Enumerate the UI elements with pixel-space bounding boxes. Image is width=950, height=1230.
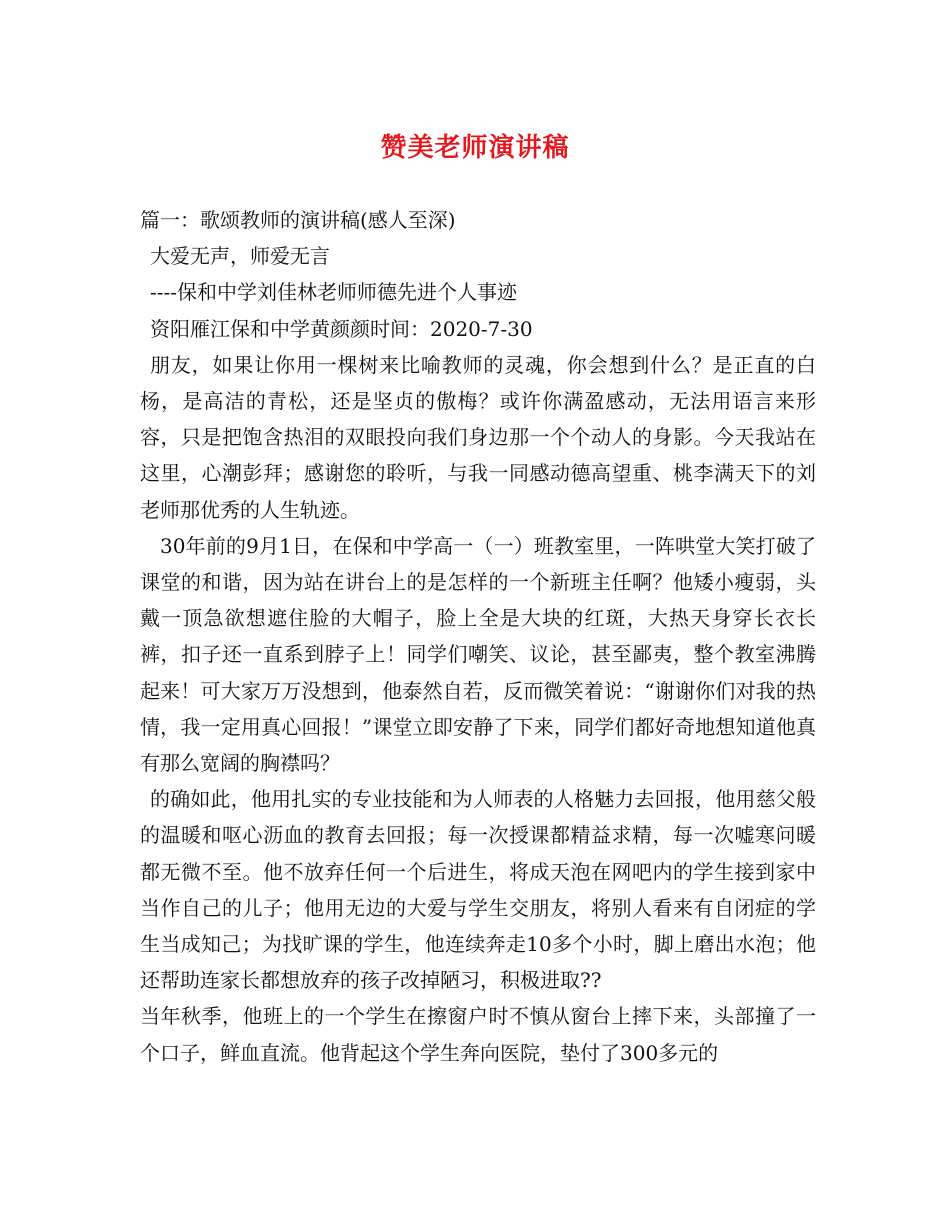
document-body: [140, 202, 816, 1071]
document-title: 赞美老师演讲稿: [380, 133, 570, 163]
paragraph-4: 当年秋季，他班上的一个学生在擦窗户时不慎从窗台上摔下来，头部撞了一个口子，鲜血直流。他背起这个学生奔向医院，垫付了300多元的: [140, 1004, 816, 1065]
paragraph-1: 朋友，如果让你用一棵树来比喻教师的灵魂，你会想到什么？是正直的白杨，是高洁的青松，还是坚贞的傲梅？或许你满盈感动，无法用语言来形容，只是把饱含热泪的双眼投向我们身边那一个个动人的身影。今天我站在这里，心潮彭拜；感谢您的聆听，与我一同感动德高望重、桃李满天下的刘老师那优秀的人生轨迹。: [140, 352, 816, 522]
section-heading: 篇一：歌颂教师的演讲稿(感人至深): [140, 208, 456, 232]
byline: ----保和中学刘佳林老师师德先进个人事迹: [150, 280, 518, 305]
author-time-line: 资阳雁江保和中学黄颜颜时间：2020-7-30: [150, 316, 533, 341]
subtitle-line: 大爱无声，师爱无言: [150, 244, 330, 269]
paragraph-3: 的确如此，他用扎实的专业技能和为人师表的人格魅力去回报，他用慈父般的温暖和呕心沥血的教育去回报；每一次授课都精益求精，每一次嘘寒问暖都无微不至。他不放弃任何一个后进生，将成天泡在网吧内的学生接到家中当作自己的儿子；他用无边的大爱与学生交朋友，将别人看来有自闭症的学生当成知己；为找旷课的学生，他连续奔走10多个小时，脚上磨出水泡；他还帮助连家长都想放弃的孩子改掉陋习，积极进取??: [140, 787, 816, 993]
paragraph-2: 30年前的9月1日，在保和中学高一（一）班教室里，一阵哄堂大笑打破了课堂的和谐，因为站在讲台上的是怎样的一个新班主任啊？他矮小瘦弱，头戴一顶急欲想遮住脸的大帽子，脸上全是大块的红斑，大热天身穿长衣长裤，扣子还一直系到脖子上！同学们嘲笑、议论，甚至鄙夷，整个教室沸腾起来！可大家万万没想到，他泰然自若，反而微笑着说：“谢谢你们对我的热情，我一定用真心回报！”课堂立即安静了下来，同学们都好奇地想知道他真有那么宽阔的胸襟吗？: [140, 533, 816, 776]
